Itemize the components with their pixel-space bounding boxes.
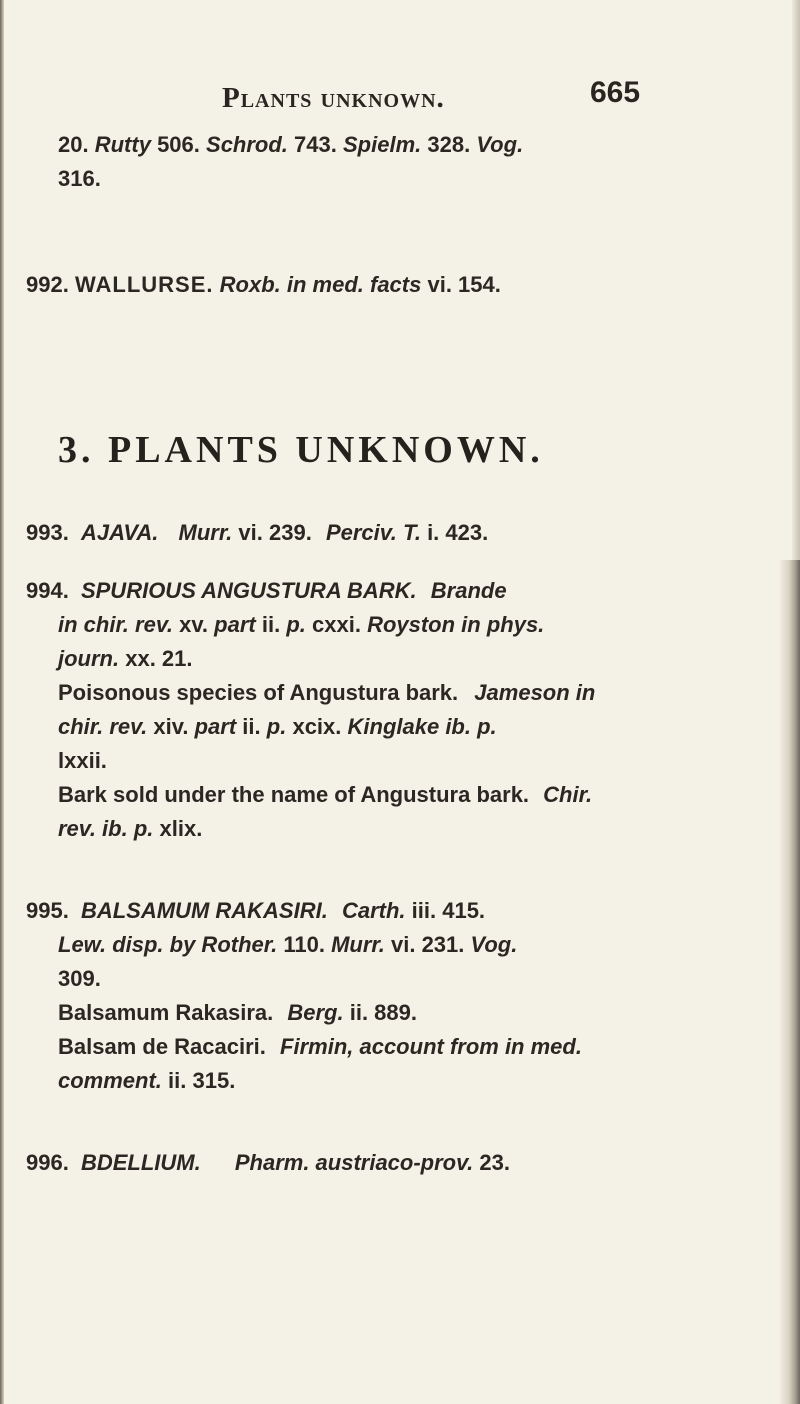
entry-993: 993. AJAVA. Murr. vi. 239. Perciv. T. i. 423. (26, 520, 489, 545)
page-header (0, 76, 700, 116)
entry-994-line-4: Poisonous species of Angustura bark. Jameson in (58, 680, 596, 705)
entry-995-line-3: 309. (58, 966, 101, 991)
entry-995-line-2: Lew. disp. by Rother. 110. Murr. vi. 231. Vog. (58, 932, 518, 957)
entry-994-line-1: 994. SPURIOUS ANGUSTURA BARK. Brande (26, 578, 507, 603)
entry-994-line-6: lxxii. (58, 748, 107, 773)
entry-990-line-2: 316. (58, 166, 101, 191)
entry-994-line-8: rev. ib. p. xlix. (58, 816, 203, 841)
section-heading: 3. PLANTS UNKNOWN. (58, 429, 544, 471)
entry-995-line-6: comment. ii. 315. (58, 1068, 236, 1093)
entry-995-line-5: Balsam de Racaciri. Firmin, account from in med. (58, 1034, 582, 1059)
entry-992: 992. WALLURSE. Roxb. in med. facts vi. 154. (26, 272, 501, 297)
entry-995-line-4: Balsamum Rakasira. Berg. ii. 889. (58, 1000, 418, 1025)
page-edge-left (0, 0, 4, 1404)
entry-994-line-2: in chir. rev. xv. part ii. p. cxxi. Royston in phys. (58, 612, 545, 637)
entry-994-line-5: chir. rev. xiv. part ii. p. xcix. Kinglake ib. p. (58, 714, 497, 739)
running-head: Plants unknown. (222, 82, 445, 114)
page-edge-right-upper (792, 0, 800, 560)
entry-994-line-7: Bark sold under the name of Angustura bark. Chir. (58, 782, 593, 807)
entry-995-line-1: 995. BALSAMUM RAKASIRI. Carth. iii. 415. (26, 898, 486, 923)
entry-994-line-3: journ. xx. 21. (58, 646, 193, 671)
page-edge-right (780, 560, 800, 1404)
entry-996: 996. BDELLIUM. Pharm. austriaco-prov. 23. (26, 1150, 510, 1175)
entry-990-line-1: 20. Rutty 506. Schrod. 743. Spielm. 328. Vog. (58, 132, 524, 157)
page-number: 665 (590, 76, 641, 109)
